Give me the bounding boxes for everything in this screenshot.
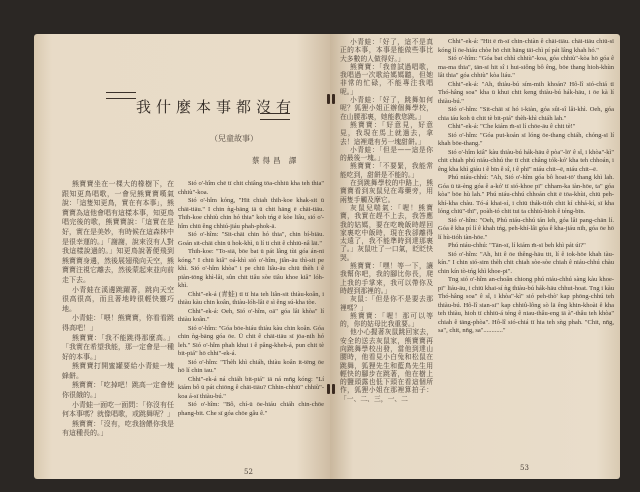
paragraph: Sió o'-hîm chē tī chit chiâng tōa-chhiū kha teh thia" chhiù"-koa. [178, 180, 324, 196]
paragraph: Chhi"-ek-á: "Ah, thiàu-bú sím-mih khoán? Hô-lî sió-chiá tī Thó-hâng soa" kha ū khui chit keng thiàu-bú hák-hāu, i ōe kà lí thiàu-bú." [438, 80, 614, 105]
paragraph: Sió o'-hîm: "Ah, hit ê ōe thêng-hāu tit, lí ê iok-hōe khah iàu-kín." I chin sió-sim thèh chit chiah sòe-sòe chiah ê niáu-chhú chàu chin kín tò-tńg khì khoe-pi". [438, 250, 614, 275]
right-page [330, 34, 620, 479]
paragraph: Phú niáu-chhú: "Tān-sī, lí kiám m̄-sī beh khì pát úi?" [448, 242, 586, 249]
paragraph: Sió o'-hîm: "Sit-chāi sī hó i-kiàn, góa sûi-sî lâi-khì. Oeh, góa chia iáu koh ū chit tè bit-piá" thèh-khì chiáh lah." [438, 106, 614, 122]
paragraph: Sió o'-hîm: "Oeh, Phú niáu-chhú tán leh, góa lâi pang-chān lí. Góa ê kha pí lí ê khah tńg, peh-khí-lâi góa ê kha-jiáu nih, góa ōe hō lí hù-tióh iàn-hōe." [438, 216, 614, 241]
staple [332, 94, 335, 104]
paragraph: 小青蛙在溪邊跳躍著，跳向天空很高很高，而且著地時很輕快靈巧地。 [62, 285, 174, 313]
paragraph: Sió o'-hîm: "Sit-chāi chin hó thia", chin bí-biāu. Goán sit-chāi chin ū hok-khì, ū lí ti chit ê chhiū-nâ lāi." [178, 231, 324, 247]
title-ornament-left [106, 92, 136, 99]
paragraph: 熊寶寶：「沒有，吃我捨餵你我是有這種長的。」 [62, 419, 174, 438]
paragraph: Chhi"-ek-á: "Che kiám m̄-sī lí chōe-āu ê chit tè!" [448, 123, 576, 130]
title-ornament-right [260, 113, 290, 120]
paragraph: Tng sió o'-hîm an-choân chiong phú niáu-chhú sàng kàu khoe-pi" liáu-āu, i chiū khai-sí ǹg thiàu-bú hák-hāu chhut-hoat. Tng i kàu Thó-hâng soa" ê sî, i khòa"-kì" sió peh-thò' kap phōng-chhú teh thiàu-bú. Hô-lî sian-si" kap chhiû-lông sò lā êng khin-khoài ê kha teh thiàu, hioh tī chhiū-á téng ê niau-thâu-eng iā à"-thâu teh khòa" chiah ê tāng-phòa". Hô-lî sió-chiá tī hia teh sǹg phah. "Chit, nn̄g, sa", chit, nn̄g, sa"............" [438, 276, 615, 334]
paragraph: 熊寶寶：「吃掉吧！跳高一定會使你很餓的。」 [62, 381, 174, 400]
paragraph: Sió o'-hîm: "Góa bat chhì chhiù"-koa, góa chhiù"-kòa hō góa ê ma-ma thia", tān-sī hit sî i hui-siông bô êng, bōe thang hioh-khùn lâi thia" góa chhiù" kòa liáu." [438, 55, 614, 79]
paragraph: Thih-koe: "To-siā, bōe bat ū pát lâng tùi góa án-ni kóng." I chiū kiâ" oá-khì sió o'-hîm, jiân-āu thì-sit pe khì. Sió o'-hîm khòa" i pe chiū liâu-āu chiū thèh i ê piàn-tōng khì-lâi, sûn chit tiâu sòe tiâu khoe kiâ" lóh-khì. [178, 248, 324, 289]
romanized-column-right [438, 38, 614, 336]
chinese-column-left [62, 180, 174, 439]
paragraph: Sió o'-hîm: "Góa bōe-hiáu thiàu kàu chin koân. Góa chin ǹg-bāng góa ōe. Ū chit ê chāi-tiāu sī jōa-nih hó leh." Sió o'-hîm phah khui i ê pâng-kheh-á, pun chit tè bit-piá" hō chhi"-ek-á. [178, 324, 324, 357]
paragraph: Chhi"-ek-á: Oeh, Sió o'-hîm, oā" góa lâi khòa" lí thiàu koân." [178, 307, 324, 323]
staple [332, 384, 335, 394]
paragraph: 小青蛙：「好了，這不是真正的本事，本事是能做些事比大多數的人做得好。」 [340, 38, 433, 63]
paragraph: 在到跳舞學校的中路上，熊寶寶看到灰鼠兒在毒藥旁，用兩隻手觸及摩它。 [340, 179, 433, 204]
paragraph: 小青蛙一面吃一面問：「你沒有任何本事嗎？就像唱歌，或跳舞呢？」 [62, 400, 174, 419]
paragraph: 小青蛙：「但是——這是你的最後一塊。」 [340, 145, 433, 163]
paragraph: 熊寶寶：「我曾試過唱歌，我唱過一次歌給媽媽聽，但她非常的忙碌，不能專注我唱呢。」 [340, 62, 433, 96]
paragraph: 灰鼠：「但是你不是要去那裡嗎？」 [340, 295, 433, 312]
paragraph: Sió o'-hîm kóng, "Hit chiah thih-koe khak-sit ū chāi-tiāu." I chin ǹg-bāng iā ū chit hāng ē chāi-tiāu. Thih-koe chhiù chin hó thia" koh tńg ē kòe liâu, sió o'-hîm chiū êng chhiú-jiáu phah-phok-ā. [178, 197, 324, 230]
paragraph: 熊寶寶坐在一棵大的橡樹下，在跟知更鳥唱歌，一會兒熊寶寶嘆氣說：「這隻知更鳥，實在有本事」，熊寶寶為這他會唱有這樣本事，知更鳥唱完後的歌，熊寶寶說：「這實在是好，實在是美妙，有時候在這森林中是很幸運的。」「謝謝，說來沒有人對我這樣說過的。」知更鳥說著便飛到熊寶寶身邊，然後展翅飛向天空，熊寶寶注視它離去，然後蒙起來並向前走下去。 [62, 180, 174, 284]
paragraph: 熊寶寶：「喔！那可以等的，你的姑母比我重要。」 [340, 311, 433, 329]
paragraph: Chhi"-ek-á ná chiáh bit-piá" iā ná mn̄g kóng: "Lí kiám bô ū pát chiōng ê chāi-tiāu? Chhin-chhiū" chhiù"-koa á-sī thiàu-bú." [178, 375, 324, 400]
paragraph: 熊寶寶：「嘿！等一下，讓我幫你吧，我的腳比你長，爬上我的手掌來，我可以帶你及時趕到那裡的。」 [340, 262, 433, 295]
paragraph: 灰鼠兒喘氣：「喔！熊寶寶，我實在趕不上去，我答應我的姑媽，要在吃晚飯時趕回家裏吃中飯時，現在我卻離得太遠了，我不能準時到達那裏了。」灰鼠吐了一口氣，眨眨快哭。 [340, 203, 433, 262]
paragraph: Sió o'-hîm: "Thèh khì chiáh, thiàu koân it-tēng ōe hō lí chin iau." [178, 358, 324, 374]
paragraph: Phú niáu-chhú: "Ah, Sió o'-hîm góa bô hoat-tō' thang khì lah. Góa ū tā-èng góa ê a-kó' tī sió-khoe pi" chham-ka iàn-hōe, ta" góa kòa" bōe hù lah." Phú niáu-chhú chhoán chit ē tōa-khùi, chiū peh-khí-kha chàu. Tó-á khai-sí, i chiū thák-tióh chit kí chhá-kí, sī kha lóng chiū"-thī", poàh-tó chit tui ta chhiú-hioh ê téng-bīn. [438, 174, 614, 215]
translator-credit: 蔡得昌 譯 [252, 156, 300, 165]
romanized-column-left [178, 180, 324, 418]
page-number-right: 53 [520, 464, 529, 472]
story-title: 我什麼本事都沒有 [136, 98, 297, 116]
paragraph: Sió o'-hîm kiâ" kàu thiàu-bú hák-hāu ê pòa"-lō' ê sî, i khòa"-kì" chit chiah phú niáu-chhú the tī chit châng tók-kó' kha teh chhoán, i êng kha khì giáu i ê bīn ê sî, i ê phī" niáu chit--ē, niáu chit--ē. [438, 148, 614, 173]
paragraph: 小青蛙：「喂！熊寶寶，你看看跳得高吧！」 [62, 314, 174, 332]
paragraph: 熊寶寶：「好意見，好意見，我現在馬上就過去，拿去！這裡還有另一塊甜餅。」 [340, 120, 433, 146]
page-number-left: 52 [244, 468, 253, 476]
left-page [34, 34, 332, 479]
paragraph: Chhi"-ek-á (青蛙) tī tī hia teh liân-sit thiàu-koân, i thiàu kàu chin koân, thiàu-lóh-lâi ē sì êng sú-kha tòe. [178, 290, 324, 306]
paragraph: 熊寶寶打開蜜罐要給小青蛙一塊蜂餅。 [62, 362, 174, 380]
paragraph: 熊寶寶：「我不能跳得那麼高。」「我實在希望我能，那一定會是一種好的本事。」 [62, 333, 174, 361]
chinese-column-right [340, 38, 433, 403]
paragraph: Sió o'-hîm: "Bô, chí-ū ōe-hiáu chiáh chin-chōe phang-bit. Che sī góa chōe gâu ê." [178, 401, 324, 417]
story-subtitle: （兒童故事） [210, 134, 258, 143]
paragraph: 小青蛙：「好了，跳舞如何呢？狐狸小姐正辦個舞學校，在山腰那裏，她能教您跳。」 [340, 96, 433, 121]
paragraph: 他小心握著灰鼠跳回家去，安全的送去灰鼠家，熊寶寶再向跳舞學校出發，當他到達山腰時，他看見小白兔和松鼠在跳舞，狐狸先生和藍鳥先生用輕快的腳步在跳著，他在樹上的鹽頭露也低下頭在看這個所作，狐狸小姐在那裡算拍子：「一、二、三，一、二 [340, 328, 433, 403]
paragraph: Chhi"-ek-á: "Hit ē m̄-sī chin-chiàn ê chāi-tiāu. chāi-tiāu chiū-sī kóng lí ōe-hiáu chòe hō chit hāng tāi-chì pí pát lâng khah hó." [438, 38, 614, 54]
paragraph: 熊寶寶：「不要緊，我能常能吃到，甜餅是不能的。」 [340, 162, 433, 179]
paragraph: Sió o'-hîm: "Góa put-koán sī lóng ōe-thang chiáh, chóng-sī lí khah bōe-thang." [438, 131, 614, 147]
